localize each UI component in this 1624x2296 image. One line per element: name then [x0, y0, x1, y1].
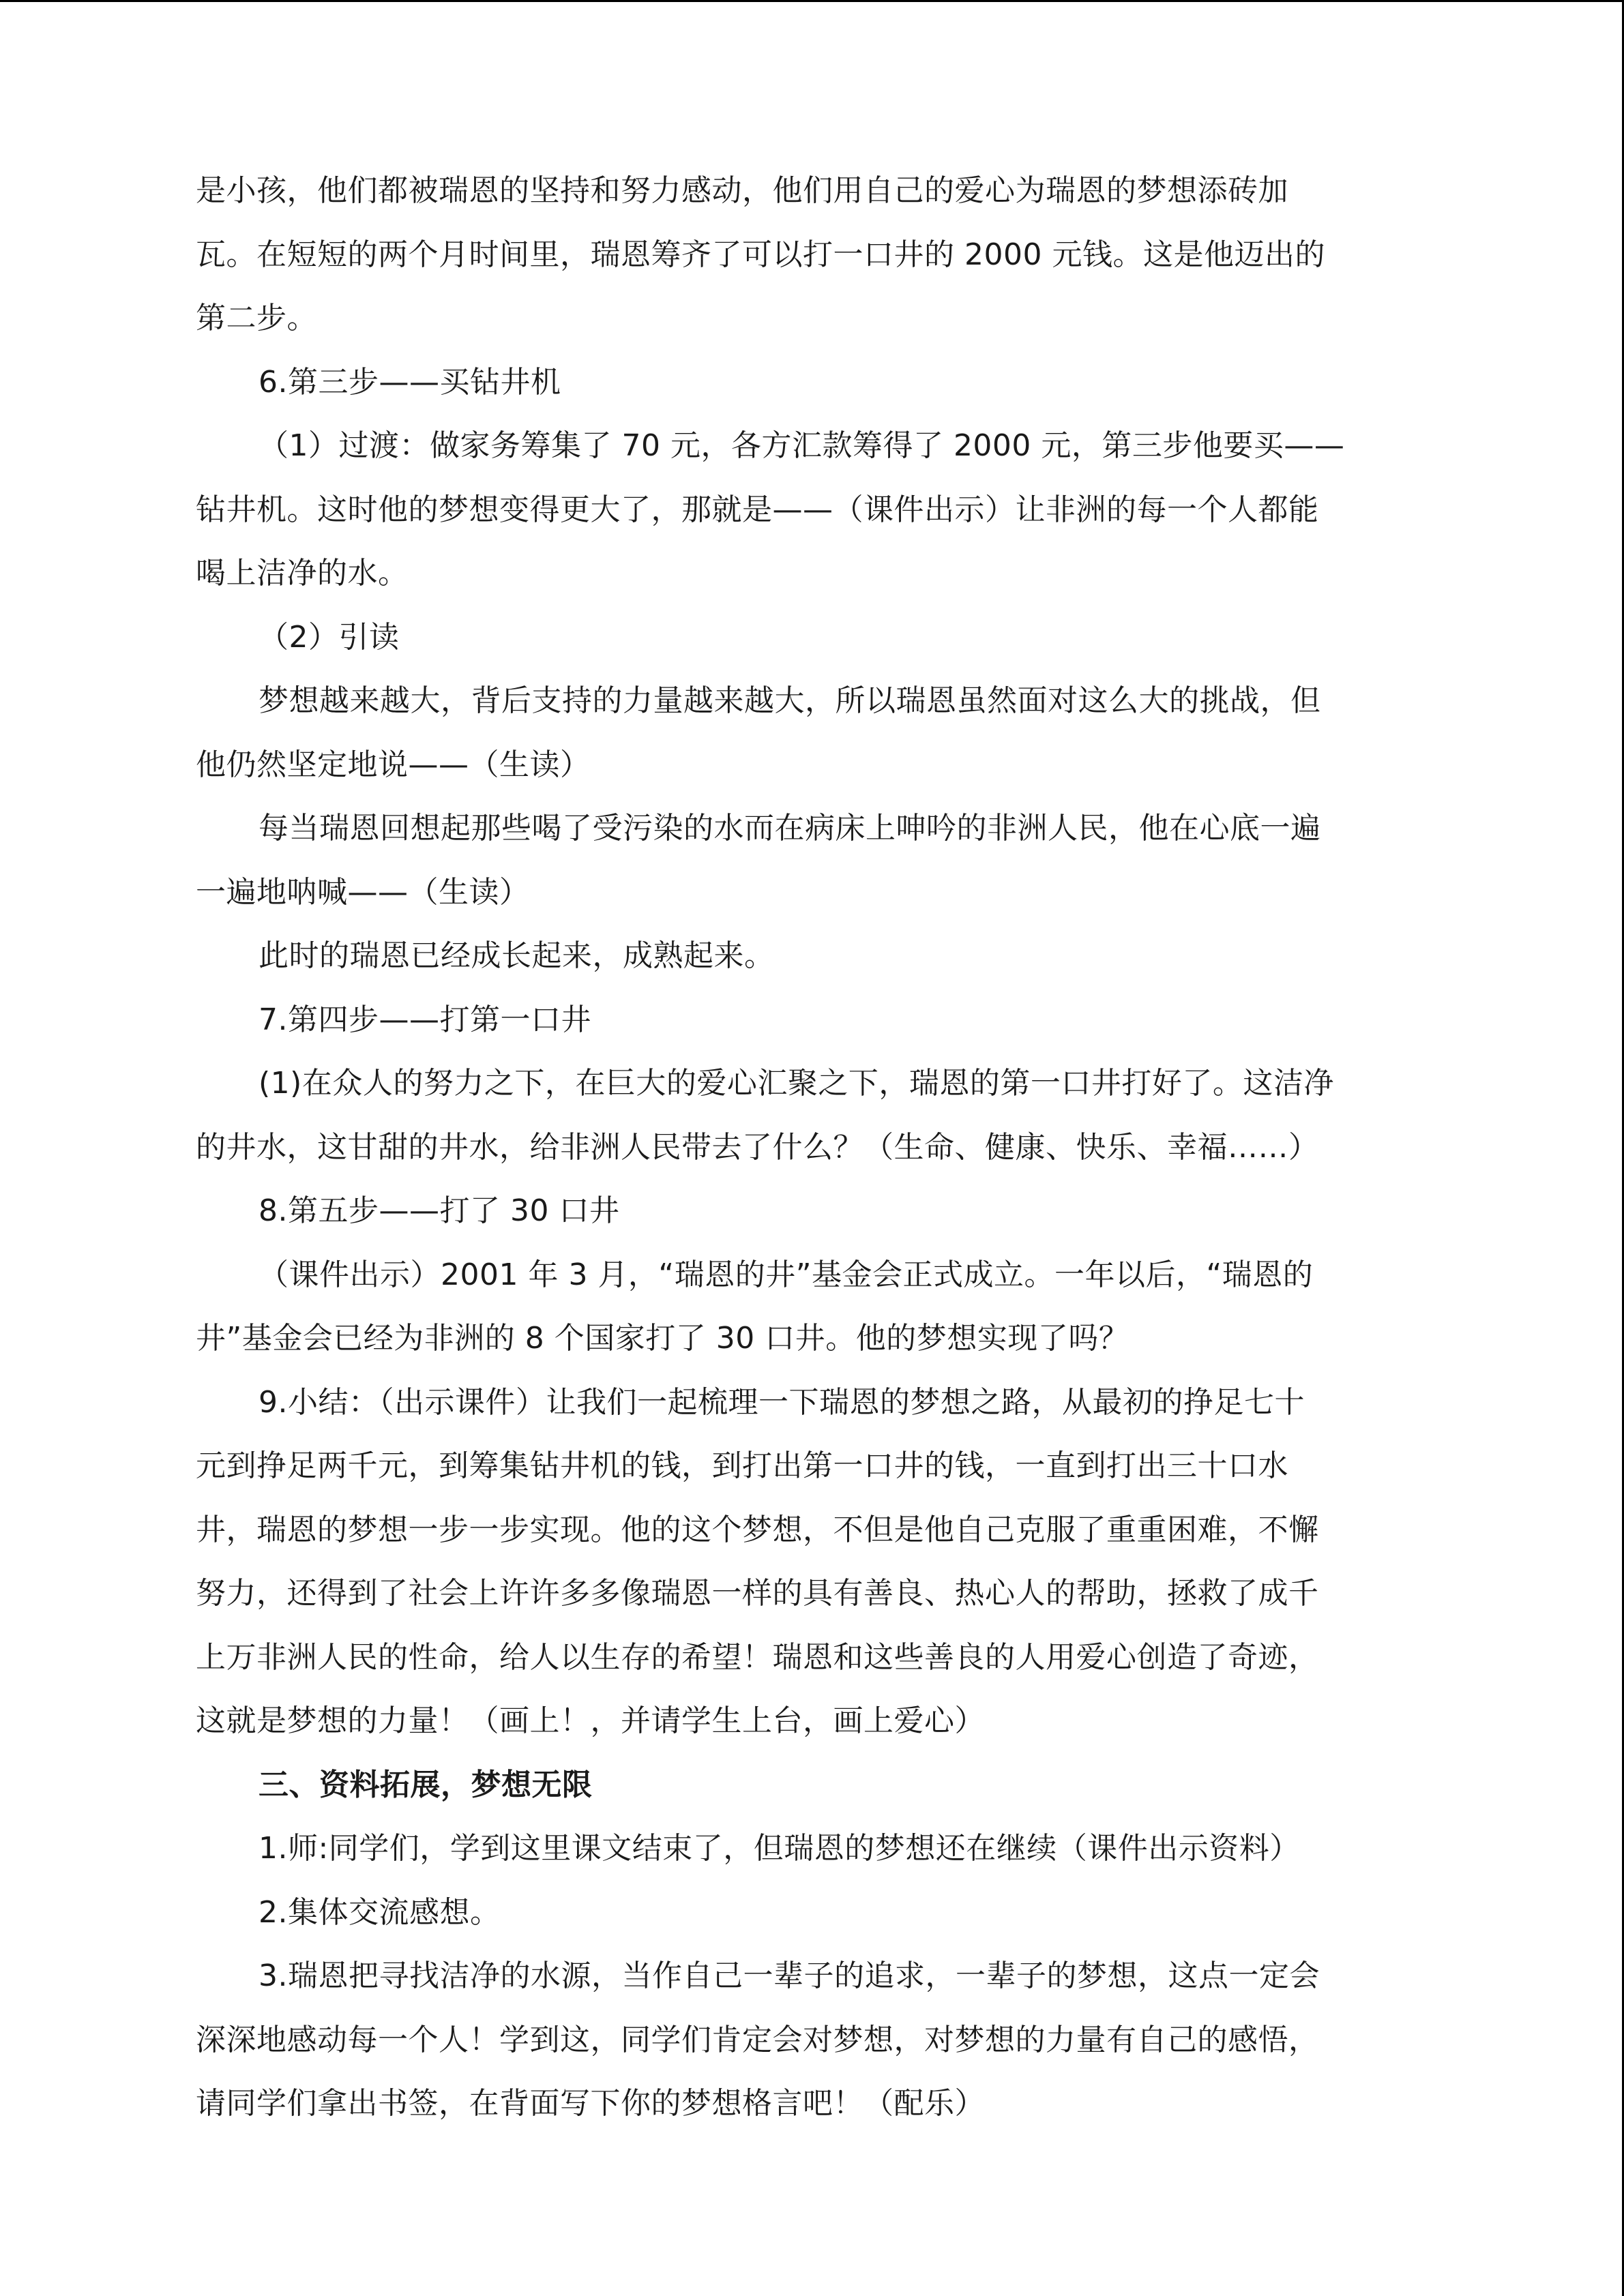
page-border-top	[0, 0, 1624, 2]
text-line: 1.师:同学们，学到这里课文结束了，但瑞恩的梦想还在继续（课件出示资料）	[259, 1831, 1300, 1866]
text-line: 9.小结：（出示课件）让我们一起梳理一下瑞恩的梦想之路，从最初的挣足七十	[259, 1384, 1305, 1420]
paragraph	[196, 159, 1427, 351]
paragraph	[196, 669, 1427, 796]
text-line: 井，瑞恩的梦想一步一步实现。他的这个梦想，不但是他自己克服了重重困难，不懈	[196, 1512, 1319, 1547]
text-line: 此时的瑞恩已经成长起来，成熟起来。	[259, 938, 775, 973]
paragraph	[196, 924, 1427, 988]
text-line: (1)在众人的努力之下，在巨大的爱心汇聚之下，瑞恩的第一口井打好了。这洁净	[259, 1066, 1334, 1101]
section-heading	[196, 1753, 1427, 1817]
paragraph	[196, 1944, 1427, 2136]
text-line: （2）引读	[259, 619, 400, 655]
paragraph	[196, 606, 1427, 670]
section-heading	[196, 1179, 1427, 1243]
text-line: （1）过渡：做家务筹集了 70 元，各方汇款筹得了 2000 元，第三步他要买——	[259, 428, 1345, 463]
paragraph	[196, 1817, 1427, 1881]
section-heading	[196, 351, 1427, 415]
text-line: 上万非洲人民的性命，给人以生存的希望！瑞恩和这些善良的人用爱心创造了奇迹，	[196, 1639, 1319, 1675]
text-line: 7.第四步——打第一口井	[259, 1002, 591, 1037]
text-line: 喝上洁净的水。	[196, 556, 409, 591]
paragraph	[196, 796, 1427, 924]
paragraph	[196, 1371, 1427, 1753]
text-line: 第二步。	[196, 301, 317, 336]
document-body	[196, 159, 1427, 2136]
text-line: 一遍地呐喊——（生读）	[196, 874, 530, 910]
text-line: 努力，还得到了社会上许许多多像瑞恩一样的具有善良、热心人的帮助，拯救了成千	[196, 1576, 1319, 1611]
text-line: 井”基金会已经为非洲的 8 个国家打了 30 口井。他的梦想实现了吗？	[196, 1321, 1130, 1356]
text-line: 梦想越来越大，背后支持的力量越来越大，所以瑞恩虽然面对这么大的挑战，但	[259, 683, 1321, 718]
text-line: 他仍然坚定地说——（生读）	[196, 747, 591, 782]
text-line: 3.瑞恩把寻找洁净的水源，当作自己一辈子的追求，一辈子的梦想，这点一定会	[259, 1958, 1320, 1993]
paragraph	[196, 414, 1427, 606]
text-line: 元到挣足两千元，到筹集钻井机的钱，到打出第一口井的钱，一直到打出三十口水	[196, 1448, 1288, 1483]
text-line: 8.第五步——打了 30 口井	[259, 1193, 620, 1228]
text-line: 这就是梦想的力量！（画上！，并请学生上台，画上爱心）	[196, 1703, 985, 1738]
text-line: 深深地感动每一个人！学到这，同学们肯定会对梦想，对梦想的力量有自己的感悟，	[196, 2022, 1319, 2057]
text-line: 瓦。在短短的两个月时间里，瑞恩筹齐了可以打一口井的 2000 元钱。这是他迈出的	[196, 237, 1325, 272]
paragraph	[196, 1243, 1427, 1371]
text-line: 三、资料拓展，梦想无限	[259, 1767, 593, 1802]
paragraph	[196, 1052, 1427, 1179]
text-line: 是小孩，他们都被瑞恩的坚持和努力感动，他们用自己的爱心为瑞恩的梦想添砖加	[196, 173, 1288, 208]
paragraph	[196, 1881, 1427, 1945]
text-line: 请同学们拿出书签，在背面写下你的梦想格言吧！（配乐）	[196, 2086, 985, 2121]
text-line: 的井水，这甘甜的井水，给非洲人民带去了什么？（生命、健康、快乐、幸福……）	[196, 1129, 1319, 1165]
text-line: 每当瑞恩回想起那些喝了受污染的水而在病床上呻吟的非洲人民，他在心底一遍	[259, 811, 1321, 846]
text-line: 6.第三步——买钻井机	[259, 364, 561, 400]
section-heading	[196, 988, 1427, 1052]
text-line: 钻井机。这时他的梦想变得更大了，那就是——（课件出示）让非洲的每一个人都能	[196, 492, 1319, 527]
text-line: 2.集体交流感想。	[259, 1894, 501, 1930]
text-line: （课件出示）2001 年 3 月，“瑞恩的井”基金会正式成立。一年以后，“瑞恩的	[259, 1257, 1314, 1292]
